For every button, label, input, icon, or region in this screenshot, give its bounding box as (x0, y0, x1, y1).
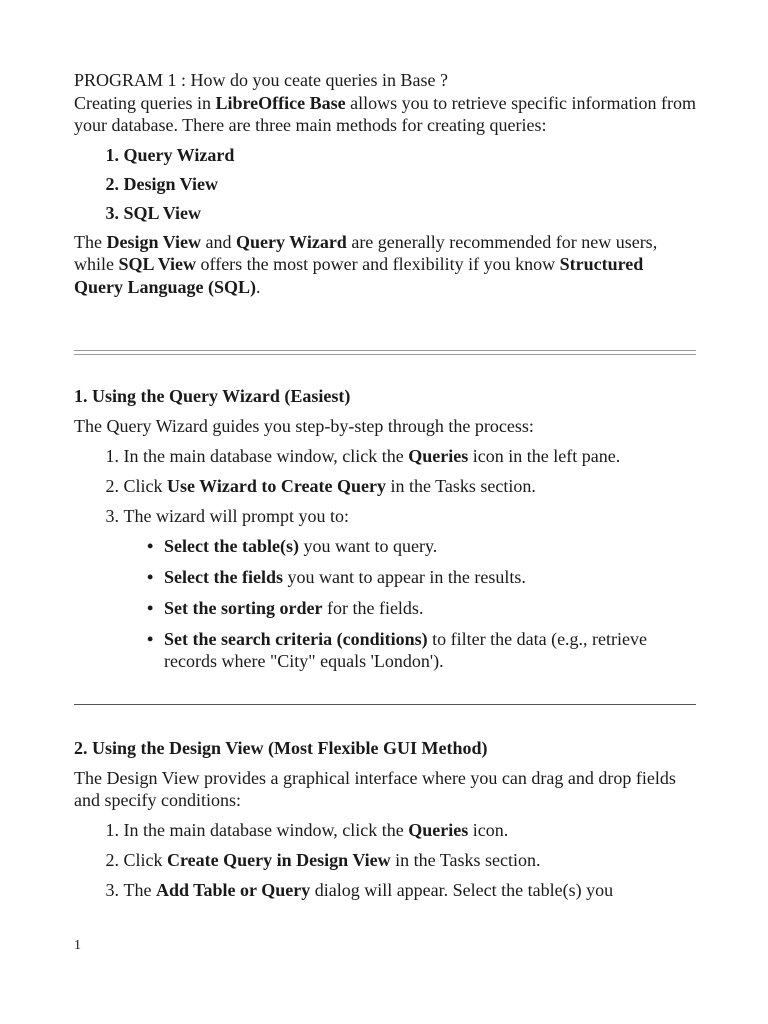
intro-paragraph: Creating queries in LibreOffice Base allows you to retrieve specific information from your database. There are three main methods for creating queries: (74, 92, 697, 135)
recommendation-paragraph: The Design View and Query Wizard are generally recommended for new users, while SQL View offers the most power and flexibility if you know Structured Query Language (SQL). (74, 231, 658, 297)
list-item: 3. SQL View (105, 202, 202, 223)
section-heading: 1. Using the Query Wizard (Easiest) (74, 386, 351, 406)
section-lead: The Design View provides a graphical interface where you can drag and drop fields and specify conditions: (74, 767, 676, 810)
list-item: 3. The Add Table or Query dialog will appear. Select the table(s) you (105, 880, 614, 900)
list-item: • Set the search criteria (conditions) to filter the data (e.g., retrieve records where "City" equals 'London'). (147, 628, 648, 671)
list-item: 3. The wizard will prompt you to: (105, 505, 349, 526)
list-item: • Select the table(s) you want to query. (147, 535, 438, 556)
section-query-wizard (74, 385, 696, 681)
methods-list (74, 144, 696, 231)
bullet-list (74, 535, 696, 673)
steps-list (74, 445, 696, 528)
double-divider (74, 350, 696, 355)
list-item: 2. Click Create Query in Design View in the Tasks section. (105, 850, 541, 870)
single-divider (74, 704, 696, 705)
list-item: • Set the sorting order for the fields. (147, 597, 424, 618)
section-design-view (74, 737, 696, 909)
intro-block (74, 69, 696, 298)
page-number: 1 (74, 938, 81, 953)
list-item: 1. In the main database window, click the Queries icon. (105, 820, 509, 840)
section-heading: 2. Using the Design View (Most Flexible GUI Method) (74, 738, 488, 758)
list-item: • Select the fields you want to appear in the results. (147, 566, 526, 587)
list-item: 2. Design View (105, 173, 218, 194)
program-title: PROGRAM 1 : How do you ceate queries in Base ? (74, 70, 448, 90)
list-item: 1. Query Wizard (105, 144, 235, 165)
steps-list (74, 819, 696, 902)
list-item: 1. In the main database window, click the Queries icon in the left pane. (105, 445, 621, 466)
list-item: 2. Click Use Wizard to Create Query in the Tasks section. (105, 475, 536, 496)
section-lead: The Query Wizard guides you step-by-step through the process: (74, 415, 534, 436)
